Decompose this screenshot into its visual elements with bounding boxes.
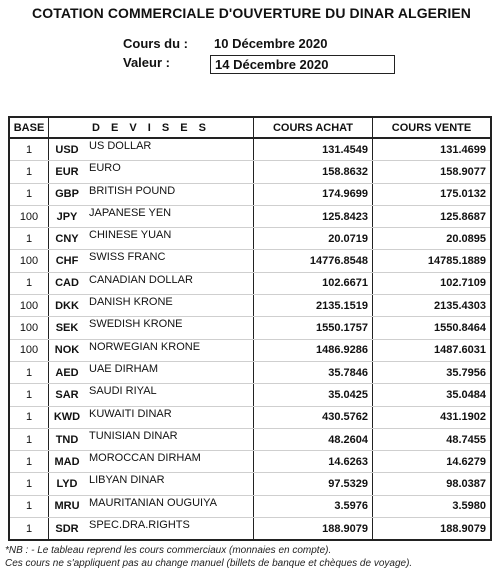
exchange-rate-table [8, 116, 492, 541]
currency-code: USD [49, 138, 86, 161]
cours-vente-cell: 14785.1889 [373, 250, 492, 272]
table-row [9, 473, 491, 495]
currency-code: CAD [49, 272, 86, 294]
cours-achat-cell: 48.2604 [254, 428, 373, 450]
cours-vente-cell: 175.0132 [373, 183, 492, 205]
currency-name: SWISS FRANC [85, 250, 254, 272]
currency-code: SDR [49, 518, 86, 541]
cours-vente-cell: 3.5980 [373, 495, 492, 517]
cours-vente-cell: 2135.4303 [373, 295, 492, 317]
base-cell: 1 [9, 228, 49, 250]
table-header-row [9, 117, 491, 138]
table-row [9, 339, 491, 361]
base-cell: 1 [9, 161, 49, 183]
cours-achat-cell: 1550.1757 [254, 317, 373, 339]
cours-date: 10 Décembre 2020 [214, 36, 328, 51]
currency-code: GBP [49, 183, 86, 205]
valeur-date: 14 Décembre 2020 [215, 57, 329, 72]
currency-code: TND [49, 428, 86, 450]
currency-name: US DOLLAR [85, 138, 254, 161]
cours-vente-cell: 131.4699 [373, 138, 492, 161]
currency-name: SWEDISH KRONE [85, 317, 254, 339]
currency-code: AED [49, 361, 86, 383]
note-line-2: Ces cours ne s'appliquent pas au change manuel (billets de banque et chèques de voyage). [5, 558, 413, 569]
table-row [9, 361, 491, 383]
table-row [9, 428, 491, 450]
table-row [9, 228, 491, 250]
cours-achat-cell: 174.9699 [254, 183, 373, 205]
cours-achat-cell: 131.4549 [254, 138, 373, 161]
currency-code: CNY [49, 228, 86, 250]
cours-achat-cell: 35.7846 [254, 361, 373, 383]
table-row [9, 495, 491, 517]
table-row [9, 250, 491, 272]
currency-code: MRU [49, 495, 86, 517]
currency-name: BRITISH POUND [85, 183, 254, 205]
currency-name: CANADIAN DOLLAR [85, 272, 254, 294]
cours-achat-cell: 2135.1519 [254, 295, 373, 317]
currency-code: JPY [49, 205, 86, 227]
cours-vente-cell: 35.0484 [373, 384, 492, 406]
base-cell: 1 [9, 451, 49, 473]
cours-vente-cell: 35.7956 [373, 361, 492, 383]
cours-vente-cell: 102.7109 [373, 272, 492, 294]
currency-name: SAUDI RIYAL [85, 384, 254, 406]
currency-code: MAD [49, 451, 86, 473]
currency-code: SAR [49, 384, 86, 406]
currency-name: LIBYAN DINAR [85, 473, 254, 495]
header-base: BASE [9, 117, 49, 138]
currency-name: EURO [85, 161, 254, 183]
header-cours-achat: COURS ACHAT [254, 117, 373, 138]
cours-achat-cell: 20.0719 [254, 228, 373, 250]
cours-vente-cell: 188.9079 [373, 518, 492, 541]
table-row [9, 518, 491, 541]
currency-code: KWD [49, 406, 86, 428]
currency-code: CHF [49, 250, 86, 272]
currency-code: DKK [49, 295, 86, 317]
cours-achat-cell: 14776.8548 [254, 250, 373, 272]
base-cell: 1 [9, 384, 49, 406]
cours-achat-cell: 430.5762 [254, 406, 373, 428]
table-row [9, 451, 491, 473]
cours-achat-cell: 3.5976 [254, 495, 373, 517]
base-cell: 1 [9, 272, 49, 294]
base-cell: 1 [9, 406, 49, 428]
currency-code: LYD [49, 473, 86, 495]
cours-achat-cell: 97.5329 [254, 473, 373, 495]
base-cell: 100 [9, 295, 49, 317]
currency-name: MOROCCAN DIRHAM [85, 451, 254, 473]
base-cell: 100 [9, 339, 49, 361]
table-row [9, 406, 491, 428]
base-cell: 1 [9, 428, 49, 450]
base-cell: 1 [9, 495, 49, 517]
base-cell: 100 [9, 250, 49, 272]
cours-vente-cell: 48.7455 [373, 428, 492, 450]
table-row [9, 272, 491, 294]
header-cours-vente: COURS VENTE [373, 117, 492, 138]
base-cell: 1 [9, 473, 49, 495]
base-cell: 100 [9, 317, 49, 339]
cours-vente-cell: 158.9077 [373, 161, 492, 183]
page-title: COTATION COMMERCIALE D'OUVERTURE DU DINAR ALGERIEN [32, 5, 471, 21]
note-line-1: *NB : - Le tableau reprend les cours commerciaux (monnaies en compte). [5, 545, 332, 556]
currency-name: CHINESE YUAN [85, 228, 254, 250]
table-row [9, 183, 491, 205]
cours-label: Cours du : [123, 36, 188, 51]
currency-name: DANISH KRONE [85, 295, 254, 317]
valeur-label: Valeur : [123, 55, 170, 70]
cours-vente-cell: 431.1902 [373, 406, 492, 428]
cours-vente-cell: 20.0895 [373, 228, 492, 250]
table-row [9, 295, 491, 317]
currency-code: NOK [49, 339, 86, 361]
currency-name: SPEC.DRA.RIGHTS [85, 518, 254, 541]
currency-code: SEK [49, 317, 86, 339]
currency-name: NORWEGIAN KRONE [85, 339, 254, 361]
cours-achat-cell: 125.8423 [254, 205, 373, 227]
cours-achat-cell: 158.8632 [254, 161, 373, 183]
cours-achat-cell: 35.0425 [254, 384, 373, 406]
currency-code: EUR [49, 161, 86, 183]
cours-achat-cell: 14.6263 [254, 451, 373, 473]
currency-name: JAPANESE YEN [85, 205, 254, 227]
cours-achat-cell: 188.9079 [254, 518, 373, 541]
currency-name: MAURITANIAN OUGUIYA [85, 495, 254, 517]
currency-name: TUNISIAN DINAR [85, 428, 254, 450]
table-row [9, 138, 491, 161]
cours-achat-cell: 1486.9286 [254, 339, 373, 361]
cours-achat-cell: 102.6671 [254, 272, 373, 294]
base-cell: 1 [9, 361, 49, 383]
cours-vente-cell: 98.0387 [373, 473, 492, 495]
base-cell: 1 [9, 183, 49, 205]
cours-vente-cell: 14.6279 [373, 451, 492, 473]
base-cell: 100 [9, 205, 49, 227]
cours-vente-cell: 125.8687 [373, 205, 492, 227]
table-row [9, 161, 491, 183]
currency-name: UAE DIRHAM [85, 361, 254, 383]
base-cell: 1 [9, 138, 49, 161]
currency-name: KUWAITI DINAR [85, 406, 254, 428]
table-row [9, 205, 491, 227]
cours-vente-cell: 1550.8464 [373, 317, 492, 339]
header-devises: D E V I S E S [49, 117, 254, 138]
base-cell: 1 [9, 518, 49, 541]
valeur-date-box [210, 55, 395, 74]
table-row [9, 384, 491, 406]
table-row [9, 317, 491, 339]
cours-vente-cell: 1487.6031 [373, 339, 492, 361]
